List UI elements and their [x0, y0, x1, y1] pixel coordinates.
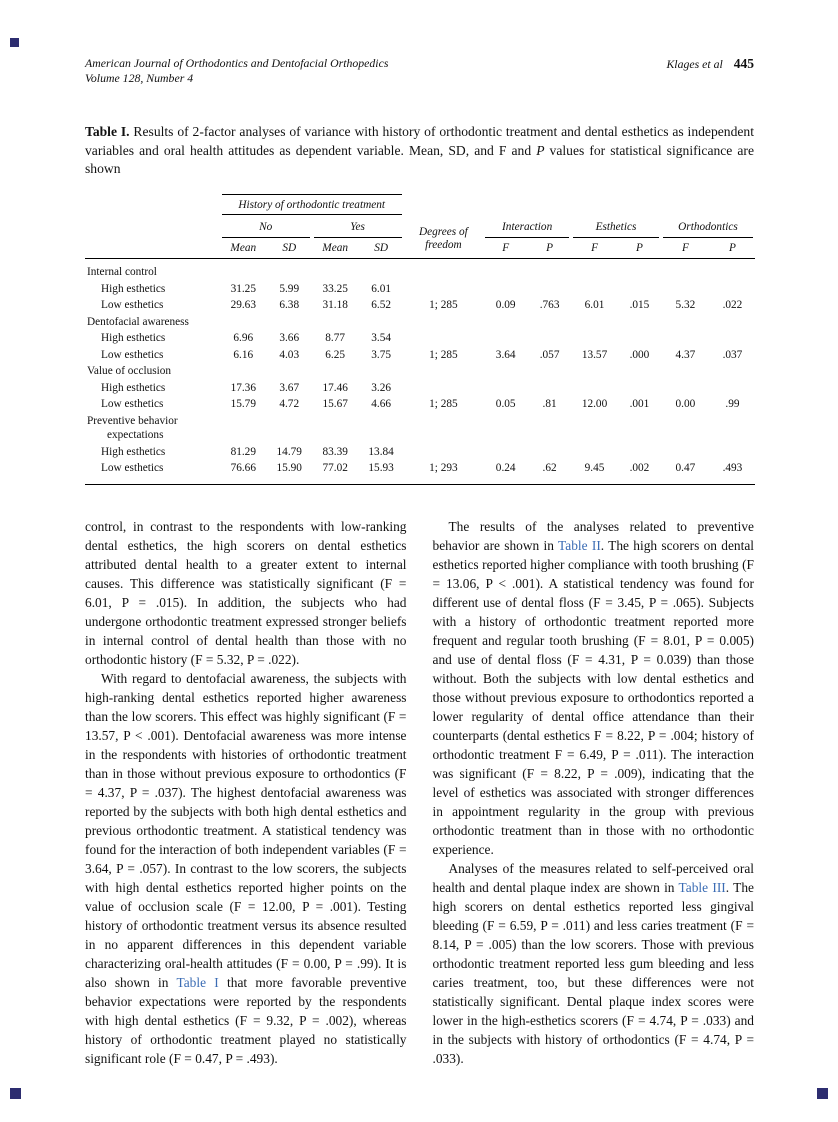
table-row [85, 363, 755, 380]
table-cell [528, 281, 571, 298]
table-reference-link[interactable]: Table I [176, 974, 219, 990]
table-cell [618, 259, 661, 281]
table-cell [710, 259, 755, 281]
table-cell [312, 259, 359, 281]
scan-mark [817, 1088, 828, 1099]
row-label: Value of occlusion [87, 365, 172, 378]
table-cell [220, 363, 267, 380]
body-text [85, 517, 754, 1068]
table-cell: 31.18 [322, 299, 348, 312]
table-cell [528, 380, 571, 397]
table-row [85, 259, 755, 281]
table-cell [528, 363, 571, 380]
table-cell: .015 [629, 299, 650, 312]
col-mean-yes: Mean [312, 239, 359, 259]
table-cell [528, 330, 571, 347]
table-cell [661, 413, 710, 444]
table-reference-link[interactable]: Table III [678, 879, 726, 895]
table-cell [404, 259, 484, 281]
table-row [85, 297, 755, 314]
table-cell: 4.37 [675, 348, 696, 361]
row-label: Low esthetics [101, 299, 164, 312]
table-cell: 76.66 [230, 462, 256, 475]
table-cell [618, 363, 661, 380]
col-f-orthodontics: F [661, 239, 710, 259]
row-label: Low esthetics [101, 398, 164, 411]
table-cell: 4.72 [279, 398, 300, 411]
table-cell [618, 330, 661, 347]
header-spacer [85, 216, 220, 239]
text-segment: P [536, 142, 545, 158]
col-group-history: History of orthodontic treatment [220, 193, 404, 217]
page-header-right [666, 56, 754, 72]
table-cell [618, 444, 661, 461]
table-cell: 6.52 [371, 299, 391, 312]
text-segment: The results of the analyses related to preventive behavior are shown in [432, 518, 754, 553]
table-cell: 6.96 [233, 332, 254, 345]
table-cell [571, 259, 618, 281]
table-cell: 3.54 [371, 332, 391, 345]
table-cell: 6.16 [233, 348, 254, 361]
table-cell [661, 380, 710, 397]
table-cell [404, 444, 484, 461]
table-cell: 1; 285 [429, 398, 458, 411]
table-cell [528, 314, 571, 331]
table-cell [404, 413, 484, 444]
table-row [85, 380, 755, 397]
anova-table [85, 193, 755, 485]
table-cell [528, 444, 571, 461]
col-group-esthetics: Esthetics [571, 216, 661, 239]
table-row [85, 396, 755, 413]
table-cell [710, 281, 755, 298]
table-cell: 15.93 [368, 462, 394, 475]
table-cell: 15.79 [230, 398, 256, 411]
col-sd-yes: SD [359, 239, 404, 259]
row-label: Dentofacial awareness [87, 315, 189, 328]
journal-issue: Volume 128, Number 4 [85, 70, 194, 85]
table-cell [661, 444, 710, 461]
table-cell [661, 330, 710, 347]
text-column-right [433, 517, 755, 1068]
table-cell: .057 [539, 348, 560, 361]
table-cell [483, 314, 528, 331]
scan-mark [10, 38, 19, 47]
col-p-orthodontics: P [710, 239, 755, 259]
text-segment: . The high scorers on dental esthetics reported higher compliance with tooth brushing (F = 13.06, P < .001). A statistical tendency was found for different use of dental floss (F = 3.45, P = .065). Subjects with a history of orthodontic treatment reported more frequent and regular tooth brushing (F = 8.01, P = 0.005) and use of dental floss (F = 4.31, P = 0.039) than those without. Both the subjects with low dental esthetics and those without previous exposure to orthodontics reported a lower regularity of dental office attendance than their counterparts (dental esthetics F = 8.22, P = .004; history of orthodontic treatment F = 6.49, P = .011). The interaction was significant (F = 8.22, P = .009), indicating that the level of esthetics was associated with stronger differences in appointment regularity in the group with previous orthodontic treatment than in those with no orthodontic experience. [432, 537, 755, 857]
table-cell: 4.66 [371, 398, 391, 411]
text-segment: Analyses of the measures related to self-perceived oral health and dental plaque index are shown in [432, 860, 754, 895]
table-cell [312, 413, 359, 444]
table-cell [359, 413, 404, 444]
table-cell [312, 363, 359, 380]
table-cell [483, 380, 528, 397]
text-segment: Table I. [85, 124, 130, 139]
col-p-esthetics: P [618, 239, 661, 259]
table-cell: .62 [542, 462, 557, 475]
table-cell: 81.29 [230, 445, 256, 458]
row-label-continuation: expectations [107, 429, 164, 442]
table-cell [359, 363, 404, 380]
table-cell [220, 314, 267, 331]
text-segment: . The high scorers on dental esthetics reported less gingival bleeding (F = 6.59, P = .011) and less caries treatment (F = 8.14, P = .005) than the low scorers. Those with previous orthodontic treatment reported less gum bleeding and less caries treatment, too, but these differences were not statistically significant. Dental plaque index scores were lower in the high-esthetics scorers (F = 4.74, P = .033) and in the subjects with history of orthodontics (F = 4.74, P = .033). [432, 879, 754, 1066]
col-mean-no: Mean [220, 239, 267, 259]
table-cell [359, 259, 404, 281]
text-segment: control, in contrast to the respondents with low-ranking dental esthetics, the high scorers on dental esthetics attributed dental health to a greater extent to internal causes. This difference was statistically significant (F = 6.01, P = .015). In addition, the subjects who had undergone orthodontic treatment expressed stronger beliefs in internal control of dental health than those with no orthodontic history (F = 5.32, P = .022). [85, 518, 407, 667]
table-cell: 15.90 [276, 462, 302, 475]
table-cell: 1; 285 [429, 348, 458, 361]
table-cell [528, 413, 571, 444]
table-cell: 0.09 [495, 299, 516, 312]
table-cell: 6.01 [584, 299, 605, 312]
table-row [85, 347, 755, 364]
table-cell: 83.39 [322, 445, 348, 458]
text-segment: that more favorable preventive behavior expectations were reported by the respondents with high dental esthetics (F = 9.32, P = .002), whereas history of orthodontic treatment played no statistically significant role (F = 0.47, P = .493). [85, 974, 407, 1066]
header-spacer [404, 193, 755, 217]
row-label: High esthetics [101, 282, 166, 295]
table-cell [483, 444, 528, 461]
table-cell [618, 413, 661, 444]
table-cell: 3.75 [371, 348, 391, 361]
table-cell [571, 380, 618, 397]
table-cell [618, 314, 661, 331]
table-cell [661, 363, 710, 380]
table-row [85, 413, 755, 444]
table-cell: 6.25 [325, 348, 346, 361]
table-cell [571, 330, 618, 347]
table-row [85, 460, 755, 484]
table-row [85, 281, 755, 298]
table-cell [404, 380, 484, 397]
table-cell: 3.64 [495, 348, 516, 361]
table-cell [267, 314, 312, 331]
journal-info [85, 56, 388, 85]
page-number: 445 [733, 56, 754, 71]
table-cell [571, 314, 618, 331]
table-cell [220, 259, 267, 281]
table-cell: .001 [629, 398, 650, 411]
col-group-no: No [220, 216, 312, 239]
table-cell [618, 281, 661, 298]
table-cell [483, 330, 528, 347]
row-label: Internal control [87, 266, 157, 279]
table-cell: 5.99 [279, 282, 300, 295]
table-cell: 15.67 [322, 398, 348, 411]
table-body [85, 259, 755, 485]
table-cell: .037 [722, 348, 743, 361]
scan-mark [10, 1088, 21, 1099]
table-cell: .763 [539, 299, 560, 312]
table-cell [710, 413, 755, 444]
header-spacer [85, 239, 220, 259]
running-head [85, 56, 754, 85]
col-f-esthetics: F [571, 239, 618, 259]
table-cell: 6.01 [371, 282, 391, 295]
paragraph [433, 859, 755, 1068]
table-row [85, 330, 755, 347]
header-spacer [85, 193, 220, 217]
table-cell: 8.77 [325, 332, 346, 345]
table-cell: 1; 293 [429, 462, 458, 475]
table-cell [710, 330, 755, 347]
table-cell: 13.57 [581, 348, 608, 361]
text-segment: values for statistical significance are shown [85, 142, 754, 177]
table-cell: 3.66 [279, 332, 300, 345]
header-row-1 [85, 193, 755, 217]
table-cell: .493 [722, 462, 743, 475]
paragraph [433, 517, 755, 859]
table-cell [710, 314, 755, 331]
table-cell [571, 413, 618, 444]
table-cell [661, 281, 710, 298]
table-cell: 3.67 [279, 381, 300, 394]
table-cell: .002 [629, 462, 650, 475]
table-reference-link[interactable]: Table II [558, 537, 601, 553]
table-cell [267, 259, 312, 281]
journal-title: American Journal of Orthodontics and Dentofacial Orthopedics [85, 56, 389, 70]
table-cell [483, 281, 528, 298]
table-cell: 5.32 [675, 299, 696, 312]
text-segment: With regard to dentofacial awareness, the subjects with high-ranking dental esthetics reported higher awareness than the low scorers. This effect was highly significant (F = 13.57, P < .001). Dentofacial awareness was more intense in the respondents with histories of orthodontic treatment than in those without previous exposure to orthodontics (F = 4.37, P = .037). The highest dentofacial awareness was reported by the subjects with both high dental esthetics and previous orthodontic treatment. A statistical tendency was found for the interaction of both independent variables (F = 3.64, P = .057). In contrast to the low scorers, the subjects with high dental esthetics reported higher points on the value of occlusion scale (F = 12.00, P = .001). Testing history of orthodontic treatment versus its absence resulted in no apparent differences in this dependent variable characterizing oral-health attitudes (F = 0.00, P = .99). It is also shown in [85, 670, 407, 990]
table-cell [404, 281, 484, 298]
table-cell: .81 [542, 398, 557, 411]
table-cell: 33.25 [322, 282, 348, 295]
table-cell: 6.38 [279, 299, 300, 312]
authors: Klages et al [666, 57, 723, 71]
col-degrees-of-freedom: Degrees of freedom [404, 216, 484, 259]
table-cell [404, 314, 484, 331]
table-cell [220, 413, 267, 444]
table-cell: 4.03 [279, 348, 300, 361]
table-cell: .022 [722, 299, 743, 312]
table-cell [404, 330, 484, 347]
text-segment: Results of 2-factor analyses of variance with history of orthodontic treatment and dental esthetics as independent variables and oral health attitudes as dependent variable. Mean, SD, and F and [85, 124, 754, 158]
table-cell: 29.63 [230, 299, 256, 312]
table-cell: 9.45 [584, 462, 605, 475]
row-label: High esthetics [101, 332, 166, 345]
table-cell [661, 314, 710, 331]
table-row [85, 314, 755, 331]
table-cell [312, 314, 359, 331]
table-cell: 77.02 [322, 462, 348, 475]
table-cell: .99 [725, 398, 740, 411]
table-cell: .000 [629, 348, 650, 361]
table-cell [571, 281, 618, 298]
row-label: Low esthetics [101, 348, 164, 361]
text-column-left [85, 517, 407, 1068]
paragraph [85, 517, 407, 669]
table-cell: 31.25 [230, 282, 256, 295]
col-p-interaction: P [528, 239, 571, 259]
col-group-orthodontics: Orthodontics [661, 216, 755, 239]
table-cell: 14.79 [276, 445, 302, 458]
table-cell [404, 363, 484, 380]
col-group-yes: Yes [312, 216, 404, 239]
table-cell [710, 444, 755, 461]
table-cell: 13.84 [368, 445, 394, 458]
table-cell [571, 444, 618, 461]
paragraph [85, 669, 407, 1068]
table-cell: 1; 285 [429, 299, 458, 312]
table-caption [85, 123, 754, 179]
table-row [85, 444, 755, 461]
row-label: High esthetics [101, 445, 166, 458]
table-cell: 0.05 [495, 398, 516, 411]
header-row-2 [85, 216, 755, 239]
table-cell: 0.00 [675, 398, 696, 411]
table-cell [483, 363, 528, 380]
table-cell: 0.24 [495, 462, 516, 475]
table-cell [661, 259, 710, 281]
table-cell [359, 314, 404, 331]
table-cell: 0.47 [675, 462, 696, 475]
table-cell [710, 363, 755, 380]
table-cell [528, 259, 571, 281]
col-f-interaction: F [483, 239, 528, 259]
table-cell [267, 413, 312, 444]
col-group-interaction: Interaction [483, 216, 571, 239]
table-cell: 12.00 [581, 398, 608, 411]
table-cell [618, 380, 661, 397]
table-cell: 17.36 [230, 381, 256, 394]
row-label: Preventive behavior expectations [85, 413, 220, 444]
table-cell: 3.26 [371, 381, 391, 394]
row-label: Low esthetics [101, 462, 164, 475]
table-cell [710, 380, 755, 397]
row-label: High esthetics [101, 381, 166, 394]
col-sd-no: SD [267, 239, 312, 259]
table-cell [483, 259, 528, 281]
table-cell [571, 363, 618, 380]
table-cell [267, 363, 312, 380]
table-cell [483, 413, 528, 444]
table-cell: 17.46 [322, 381, 348, 394]
